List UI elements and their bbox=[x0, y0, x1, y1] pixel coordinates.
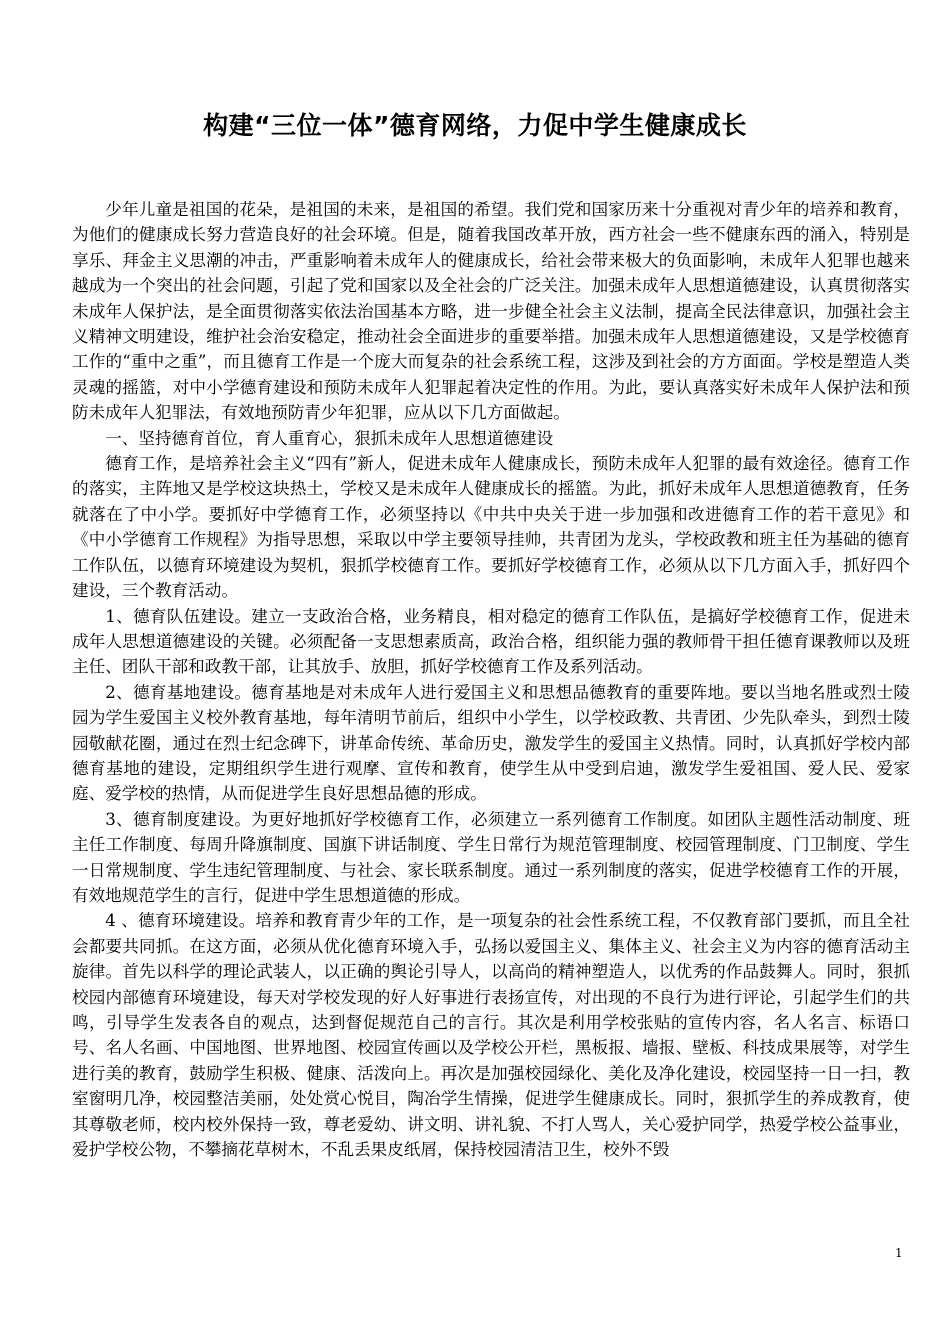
paragraph-intro: 少年儿童是祖国的花朵，是祖国的未来，是祖国的希望。我们党和国家历来十分重视对青少年的培养和教育，为他们的健康成长努力营造良好的社会环境。但是，随着我国改革开放，西方社会一些不健康东西的涌入，特别是享乐、拜金主义思潮的冲击，严重影响着未成年人的健康成长，给社会带来极大的负面影响，未成年人犯罪也越来越成为一个突出的社会问题，引起了党和国家以及全社会的广泛关注。加强未成年人思想道德建设，认真贯彻落实未成年人保护法，是全面贯彻落实依法治国基本方略，进一步健全社会主义法制，提高全民法律意识，加强社会主义精神文明建设，维护社会治安稳定，推动社会全面进步的重要举措。加强未成年人思想道德建设，又是学校德育工作的“重中之重”，而且德育工作是一个庞大而复杂的社会系统工程，这涉及到社会的方方面面。学校是塑造人类灵魂的摇篮，对中小学德育建设和预防未成年人犯罪起着决定性的作用。为此，要认真落实好未成年人保护法和预防未成年人犯罪法，有效地预防青少年犯罪，应从以下几方面做起。 bbox=[72, 200, 910, 423]
section-heading-1: 一、坚持德育首位，育人重育心，狠抓未成年人思想道德建设 bbox=[105, 428, 554, 448]
paragraph-environment-building: 4 、德育环境建设。培养和教育青少年的工作，是一项复杂的社会性系统工程，不仅教育部门要抓，而且全社会都要共同抓。在这方面，必须从优化德育环境入手，弘扬以爱国主义、集体主义、社会主义为内容的德育活动主旋律。首先以科学的理论武装人，以正确的舆论引导人，以高尚的精神塑造人，以优秀的作品鼓舞人。同时，狠抓校园内部德育环境建设，每天对学校发现的好人好事进行表扬宣传，对出现的不良行为进行评论，引起学生们的共鸣，引导学生发表各自的观点，达到督促规范自己的言行。其次是利用学校张贴的宣传内容，名人名言、标语口号、名人名画、中国地图、世界地图、校园宣传画以及学校公开栏，黑板报、墙报、壁板、科技成果展等，对学生进行美的教育，鼓励学生积极、健康、活泼向上。再次是加强校园绿化、美化及净化建设，校园坚持一日一扫，教室窗明几净，校园整洁美丽，处处赏心悦目，陶冶学生情操，促进学生健康成长。同时，狠抓学生的养成教育，使其尊敬老师，校内校外保持一致，尊老爱幼、讲文明、讲礼貌、不打人骂人，关心爱护同学，热爱学校公益事业，爱护学校公物，不攀摘花草树木，不乱丢果皮纸屑，保持校园清洁卫生，校外不毁 bbox=[72, 911, 910, 1160]
document-body bbox=[72, 197, 910, 1162]
paragraph-base-building: 2、德育基地建设。德育基地是对未成年人进行爱国主义和思想品德教育的重要阵地。要以当地名胜或烈士陵园为学生爱国主义校外教育基地，每年清明节前后，组织中小学生，以学校政教、共青团、少先队牵头，到烈士陵园敬献花圈，通过在烈士纪念碑下，讲革命传统、革命历史，激发学生的爱国主义热情。同时，认真抓好学校内部德育基地的建设，定期组织学生进行观摩、宣传和教育，使学生从中受到启迪，激发学生爱祖国、爱人民、爱家庭、爱学校的热情，从而促进学生良好思想品德的形成。 bbox=[72, 682, 910, 804]
document-title: 构建“三位一体”德育网络，力促中学生健康成长 bbox=[203, 111, 747, 140]
page-number: 1 bbox=[895, 1246, 903, 1260]
paragraph-moral-education: 德育工作，是培养社会主义“四有”新人，促进未成年人健康成长，预防未成年人犯罪的最有效途径。德育工作的落实，主阵地又是学校这块热土，学校又是未成年人健康成长的摇篮。为此，抓好未成年人思想道德教育，任务就落在了中小学。要抓好中学德育工作，必须坚持以《中共中央关于进一步加强和改进德育工作的若干意见》和《中小学德育工作规程》为指导思想，采取以中学主要领导挂帅，共青团为龙头，学校政教和班主任为基础的德育工作队伍，以德育环境建设为契机，狠抓学校德育工作。要抓好学校德育工作，必须从以下几方面入手，抓好四个建设，三个教育活动。 bbox=[72, 454, 910, 601]
paragraph-team-building: 1、德育队伍建设。建立一支政治合格，业务精良，相对稳定的德育工作队伍，是搞好学校德育工作，促进未成年人思想道德建设的关键。必须配备一支思想素质高，政治合格，组织能力强的教师骨干担任德育课教师以及班主任、团队干部和政教干部，让其放手、放胆，抓好学校德育工作及系列活动。 bbox=[72, 606, 910, 677]
paragraph-system-building: 3、德育制度建设。为更好地抓好学校德育工作，必须建立一系列德育工作制度。如团队主题性活动制度、班主任工作制度、每周升降旗制度、国旗下讲话制度、学生日常行为规范管理制度、校园管理制度、门卫制度、学生一日常规制度、学生违纪管理制度、与社会、家长联系制度。通过一系列制度的落实，促进学校德育工作的开展，有效地规范学生的言行，促进中学生思想道德的形成。 bbox=[72, 809, 910, 905]
